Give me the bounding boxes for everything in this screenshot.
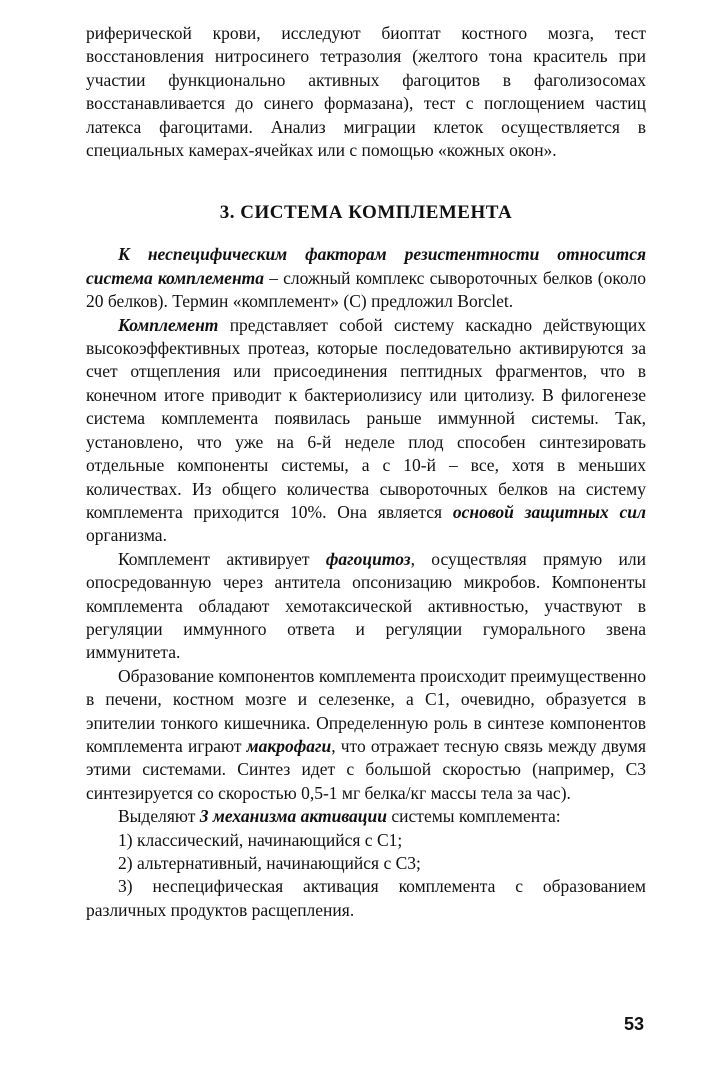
section-heading: 3. СИСТЕМА КОМПЛЕМЕНТА <box>219 202 513 224</box>
paragraph-formation <box>86 665 646 805</box>
paragraph-intro: риферической крови, исследуют биоптат костного мозга, тест восстановления нитросинего тетразолия (желтого тона краситель при участии функционально активных фагоцитов в фаголизосомах восстанавливается до синего формазана), тест с поглощением частиц латекса фагоцитами. Анализ миграции клеток осуществляется в специальных камерах-ячейках или с помощью «кожных окон». <box>86 23 646 161</box>
paragraph-mechanisms-text-1: Выделяют <box>118 806 200 827</box>
page-body <box>86 22 646 922</box>
paragraph-complement <box>86 314 646 548</box>
paragraph-formation-text-1: Образование компонентов комплемента происходит преимущественно в печени, костном мозге и селезенке, а С1, очевидно, образуется в эпителии тонкого кишечника. Определенную роль в синтезе компонентов комплемента играют <box>86 665 646 756</box>
list-item: 3) неспецифическая активация комплемента с образованием различных продуктов расщепления. <box>86 876 646 920</box>
emphasis-phagocytosis: фагоцитоз <box>325 548 411 569</box>
list-item: 1) классический, начинающийся с С1; <box>118 829 403 850</box>
paragraph-phagocytosis <box>86 548 646 665</box>
emphasis-mechanisms: 3 механизма активации <box>199 806 388 827</box>
paragraph-phagocytosis-text-1: Комплемент активирует <box>118 548 326 569</box>
paragraph-mechanisms-text-2: системы комплемента: <box>387 806 561 827</box>
paragraph-mechanisms <box>86 805 646 828</box>
paragraph-complement-text-1: представляет собой систему каскадно действующих высокоэффективных протеаз, которые последовательно активируются за счет отщепления или присоединения пептидных фрагментов, что в конечном итоге приводит к бактериолизису или цитолизу. В филогенезе система комплемента появилась раньше иммунной системы. Так, установлено, что уже на 6-й неделе плод способен синтезировать отдельные компоненты системы, а с 10-й – все, хотя в меньших количествах. Из общего количества сывороточных белков на систему комплемента приходится 10%. Она является <box>86 314 646 522</box>
emphasis-macrophages: макрофаги <box>246 735 332 756</box>
mechanism-list <box>86 829 646 923</box>
emphasis-definition: К неспецифическим факторам резистентности относится система комплемента <box>86 244 646 288</box>
paragraph-formation-text-2: , что отражает тесную связь между двумя этими системами. Синтез идет с большой скоростью (например, С3 синтезируется со скоростью 0,5-1 мг белка/кг массы тела за час). <box>86 735 646 803</box>
emphasis-complement: Комплемент <box>118 314 219 335</box>
emphasis-defense: основой защитных сил <box>452 501 646 522</box>
paragraph-definition <box>86 243 646 313</box>
list-item: 2) альтернативный, начинающийся с С3; <box>118 853 421 873</box>
paragraph-phagocytosis-text-2: , осуществляя прямую или опосредованную через антитела опсонизацию микробов. Компоненты комплемента обладают хемотаксической активностью, участвуют в регуляции иммунного ответа и регуляции гуморального звена иммунитета. <box>86 548 646 663</box>
paragraph-complement-text-2: организма. <box>86 525 167 546</box>
page-number: 53 <box>623 1014 644 1034</box>
paragraph-definition-text: – сложный комплекс сывороточных белков (около 20 белков). Термин «комплемент» (С) предложил Borclet. <box>86 267 646 312</box>
